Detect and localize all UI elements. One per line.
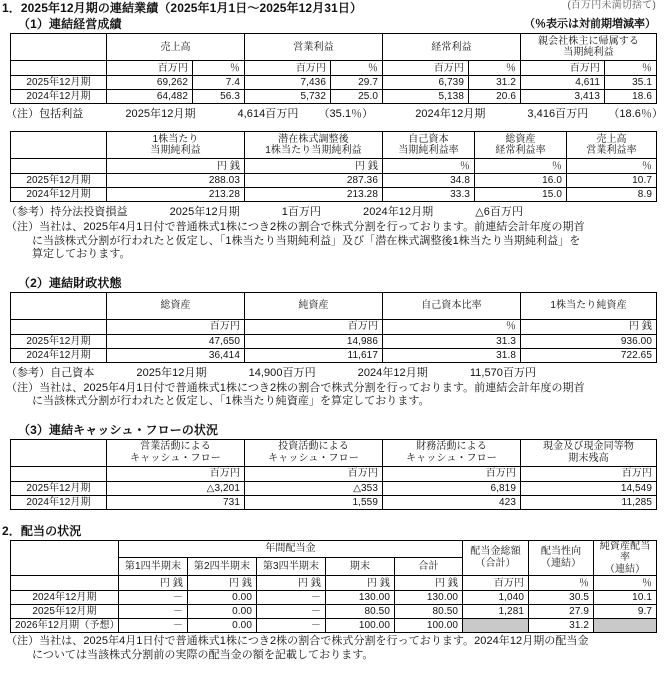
cell-net-assets-2024: 11,617 bbox=[245, 348, 383, 362]
cell-q3-2025: － bbox=[257, 605, 326, 619]
section2-split-note-line2: については当該株式分割前の実際の配当金の額を記載しております。 bbox=[32, 648, 374, 661]
cell-doe-2025: 9.7 bbox=[594, 605, 657, 619]
header-payout-ratio-line1: 配当性向 bbox=[540, 546, 582, 558]
cell-financing-cf-2024: 423 bbox=[383, 495, 521, 509]
header-operating-margin-line2: 営業利益率 bbox=[586, 145, 637, 156]
cell-year-end-2025: 80.50 bbox=[326, 605, 395, 619]
unit-roe: ％ bbox=[383, 159, 475, 174]
cell-ordinary-pct-2024: 20.6 bbox=[469, 90, 521, 104]
table-header-row bbox=[11, 540, 657, 558]
cell-cash-balance-2024: 11,285 bbox=[521, 495, 657, 509]
cell-total-dividends-2025: 1,281 bbox=[463, 605, 529, 619]
header-eps-line2: 当期純利益 bbox=[150, 145, 201, 156]
header-operating-margin bbox=[567, 132, 657, 159]
row-period-2024: 2024年12月期 bbox=[11, 495, 107, 509]
unit-row bbox=[11, 159, 657, 174]
section1-sub2-split-note bbox=[6, 382, 666, 409]
header-annual-dividend-group: 年間配当金 bbox=[119, 540, 463, 558]
table-header-row bbox=[11, 34, 657, 61]
row-period-2024: 2024年12月期 bbox=[11, 90, 107, 104]
header-q1-end: 第1四半期末 bbox=[119, 558, 188, 576]
unit-operating-pct: ％ bbox=[331, 61, 383, 76]
cell-eps-2024: 213.28 bbox=[107, 188, 245, 202]
header-cash-balance-line1: 現金及び現金同等物 bbox=[543, 441, 634, 452]
header-financing-cf-line1: 財務活動による bbox=[416, 441, 487, 452]
equity-method-reference bbox=[6, 205, 666, 219]
cell-payout-ratio-2026: 31.2 bbox=[529, 619, 594, 633]
cell-equity-ratio-2024: 31.8 bbox=[383, 348, 521, 362]
cell-doe-2024: 10.1 bbox=[594, 591, 657, 605]
shareholders-equity-p1-value: 14,900百万円 bbox=[248, 366, 316, 379]
corner-cell bbox=[11, 292, 107, 319]
section1-sub1-title: （1）連結経営成績 bbox=[18, 17, 122, 31]
header-investing-cf bbox=[245, 439, 383, 466]
cell-q3-2026: － bbox=[257, 619, 326, 633]
unit-operating-margin: ％ bbox=[567, 159, 657, 174]
cell-total-assets-2025: 47,650 bbox=[107, 334, 245, 348]
table-header-row bbox=[11, 439, 657, 466]
section1-sub3-title: （3）連結キャッシュ・フローの状況 bbox=[18, 422, 219, 437]
comprehensive-income-p1-rate: （35.1％） bbox=[318, 108, 374, 120]
header-total-dividends-line1: 配当金総額 bbox=[470, 546, 521, 558]
header-roe bbox=[383, 132, 475, 159]
row-period-2025: 2025年12月期 bbox=[11, 334, 107, 348]
cell-net-sales-pct-2025: 7.4 bbox=[193, 76, 245, 90]
cell-net-assets-2025: 14,986 bbox=[245, 334, 383, 348]
header-operating-cf-line2: キャッシュ・フロー bbox=[130, 452, 221, 464]
corner-cell bbox=[11, 132, 107, 159]
cell-operating-cf-2025: △3,201 bbox=[107, 481, 245, 495]
table-row bbox=[11, 481, 657, 495]
cell-q2-2025: 0.00 bbox=[188, 605, 257, 619]
shareholders-equity-reference bbox=[6, 366, 666, 380]
unit-diluted-eps: 円 銭 bbox=[245, 159, 383, 174]
equity-method-p2-period: 2024年12月期 bbox=[363, 206, 434, 218]
cell-payout-ratio-2025: 27.9 bbox=[529, 605, 594, 619]
unit-corner bbox=[11, 319, 107, 334]
cell-total-dividends-2026 bbox=[463, 619, 529, 633]
section2-heading: 2．配当の状況 bbox=[2, 523, 82, 538]
comprehensive-income-p1-period: 2025年12月期 bbox=[125, 108, 196, 120]
unit-ordinary-amount: 百万円 bbox=[383, 61, 469, 76]
cell-total-dividends-2024: 1,040 bbox=[463, 591, 529, 605]
header-diluted-eps bbox=[245, 132, 383, 159]
header-roe-line1: 自己資本 bbox=[408, 133, 449, 145]
corner-cell bbox=[11, 439, 107, 466]
unit-profit-amount: 百万円 bbox=[521, 61, 605, 76]
unit-roa: ％ bbox=[475, 159, 567, 174]
cell-financing-cf-2025: 6,819 bbox=[383, 481, 521, 495]
header-diluted-eps-line2: 1株当たり当期純利益 bbox=[265, 145, 362, 156]
consolidated-results-table bbox=[10, 33, 657, 104]
section1-sub2-split-note-line2: に当該株式分割が行われたと仮定し、「1株当たり純資産」を算定しております。 bbox=[32, 395, 430, 407]
cell-q1-2026: － bbox=[119, 619, 188, 633]
row-period-2025: 2025年12月期 bbox=[11, 76, 107, 90]
unit-total-assets: 百万円 bbox=[107, 319, 245, 334]
header-financing-cf bbox=[383, 439, 521, 466]
header-dividend-on-equity-line1: 純資産配当率 bbox=[599, 540, 651, 563]
section1-sub1-header-row bbox=[0, 16, 666, 32]
unit-cash-balance: 百万円 bbox=[521, 466, 657, 481]
unit-corner bbox=[11, 159, 107, 174]
unit-ordinary-pct: ％ bbox=[469, 61, 521, 76]
cell-q2-2024: 0.00 bbox=[188, 591, 257, 605]
unit-q3: 円 銭 bbox=[257, 576, 326, 591]
section1-sub1-rate-note: （％表示は対前期増減率） bbox=[524, 18, 656, 30]
cell-profit-pct-2025: 35.1 bbox=[605, 76, 657, 90]
header-eps bbox=[107, 132, 245, 159]
header-investing-cf-line1: 投資活動による bbox=[278, 441, 349, 452]
per-share-indicators-table bbox=[10, 131, 657, 202]
section1-split-note bbox=[6, 221, 666, 262]
cell-q2-2026: 0.00 bbox=[188, 619, 257, 633]
cell-cash-balance-2025: 14,549 bbox=[521, 481, 657, 495]
header-q3-end: 第3四半期末 bbox=[257, 558, 326, 576]
cash-flow-table bbox=[10, 439, 657, 510]
unit-corner bbox=[11, 576, 119, 591]
header-investing-cf-line2: キャッシュ・フロー bbox=[268, 452, 359, 464]
header-total-dividends-line2: （合計） bbox=[475, 557, 516, 569]
cell-net-sales-pct-2024: 56.3 bbox=[193, 90, 245, 104]
row-period-2026-forecast: 2026年12月期（予想） bbox=[11, 619, 119, 633]
header-q2-end: 第2四半期末 bbox=[188, 558, 257, 576]
equity-method-prefix: （参考）持分法投資損益 bbox=[6, 206, 128, 218]
corner-cell bbox=[11, 34, 107, 61]
comprehensive-income-p1-value: 4,614百万円 bbox=[237, 108, 299, 120]
section1-heading: 1．2025年12月期の連結業績（2025年1月1日～2025年12月31日） bbox=[2, 1, 363, 15]
unit-row bbox=[11, 576, 657, 591]
cell-roa-2024: 15.0 bbox=[475, 188, 567, 202]
header-operating-income: 営業利益 bbox=[245, 34, 383, 61]
header-operating-margin-line1: 売上高 bbox=[596, 133, 627, 145]
cell-q1-2024: － bbox=[119, 591, 188, 605]
cell-ordinary-pct-2025: 31.2 bbox=[469, 76, 521, 90]
dividends-table bbox=[10, 540, 657, 634]
comprehensive-income-note bbox=[6, 107, 666, 121]
section1-split-note-line2: に当該株式分割が行われたと仮定し、「1株当たり当期純利益」及び「潜在株式調整後1株当たり当期純利益」を bbox=[32, 234, 581, 247]
cell-investing-cf-2025: △353 bbox=[245, 481, 383, 495]
row-period-2025: 2025年12月期 bbox=[11, 481, 107, 495]
cell-ordinary-2024: 5,138 bbox=[383, 90, 469, 104]
row-period-2025: 2025年12月期 bbox=[11, 605, 119, 619]
header-profit-attributable bbox=[521, 34, 657, 61]
shareholders-equity-p1-period: 2025年12月期 bbox=[136, 366, 207, 379]
section1-sub2-title: （2）連結財政状態 bbox=[18, 275, 122, 290]
cell-ordinary-2025: 6,739 bbox=[383, 76, 469, 90]
equity-method-p1-period: 2025年12月期 bbox=[169, 206, 240, 218]
cell-profit-2024: 3,413 bbox=[521, 90, 605, 104]
cell-operating-pct-2025: 29.7 bbox=[331, 76, 383, 90]
header-bps: 1株当たり純資産 bbox=[521, 292, 657, 319]
equity-method-p1-value: 1百万円 bbox=[281, 206, 322, 218]
header-payout-ratio bbox=[529, 540, 594, 576]
row-period-2024: 2024年12月期 bbox=[11, 591, 119, 605]
cell-profit-pct-2024: 18.6 bbox=[605, 90, 657, 104]
table-row bbox=[11, 348, 657, 362]
unit-eps: 円 銭 bbox=[107, 159, 245, 174]
corner-cell bbox=[11, 540, 119, 576]
table-row bbox=[11, 188, 657, 202]
table-header-row bbox=[11, 292, 657, 319]
section1-split-note-line3: 算定しております。 bbox=[32, 248, 131, 260]
cell-diluted-eps-2024: 213.28 bbox=[245, 188, 383, 202]
section2-split-note-line1: （注）当社は、2025年4月1日付で普通株式1株につき2株の割合で株式分割を行っております。2024年12月期の配当金 bbox=[6, 635, 589, 647]
cell-operating-pct-2024: 25.0 bbox=[331, 90, 383, 104]
table-row-forecast bbox=[11, 619, 657, 633]
row-period-2025: 2025年12月期 bbox=[11, 174, 107, 188]
cell-operating-2024: 5,732 bbox=[245, 90, 331, 104]
cell-bps-2024: 722.65 bbox=[521, 348, 657, 362]
cell-total-2026: 100.00 bbox=[395, 619, 463, 633]
table-row bbox=[11, 174, 657, 188]
table-row bbox=[11, 495, 657, 509]
header-total: 合計 bbox=[395, 558, 463, 576]
cell-doe-2026 bbox=[594, 619, 657, 633]
shareholders-equity-p2-period: 2024年12月期 bbox=[357, 366, 428, 379]
financial-position-table bbox=[10, 292, 657, 363]
unit-q2: 円 銭 bbox=[188, 576, 257, 591]
unit-corner bbox=[11, 466, 107, 481]
cell-year-end-2024: 130.00 bbox=[326, 591, 395, 605]
header-financing-cf-line2: キャッシュ・フロー bbox=[406, 452, 497, 464]
unit-investing-cf: 百万円 bbox=[245, 466, 383, 481]
table-row bbox=[11, 334, 657, 348]
cell-net-sales-2025: 69,262 bbox=[107, 76, 193, 90]
unit-total: 円 銭 bbox=[395, 576, 463, 591]
cell-eps-2025: 288.03 bbox=[107, 174, 245, 188]
header-year-end: 期末 bbox=[326, 558, 395, 576]
header-total-assets: 総資産 bbox=[107, 292, 245, 319]
unit-net-sales-amount: 百万円 bbox=[107, 61, 193, 76]
cell-operating-margin-2024: 8.9 bbox=[567, 188, 657, 202]
table-row bbox=[11, 76, 657, 90]
unit-profit-pct: ％ bbox=[605, 61, 657, 76]
cell-profit-2025: 4,611 bbox=[521, 76, 605, 90]
table-row bbox=[11, 90, 657, 104]
cell-bps-2025: 936.00 bbox=[521, 334, 657, 348]
equity-method-p2-value: △6百万円 bbox=[475, 206, 524, 218]
cell-q3-2024: － bbox=[257, 591, 326, 605]
unit-row bbox=[11, 466, 657, 481]
section1-split-note-line1: （注）当社は、2025年4月1日付で普通株式1株につき2株の割合で株式分割を行っております。前連結会計年度の期首 bbox=[6, 221, 585, 233]
unit-bps: 円 銭 bbox=[521, 319, 657, 334]
cell-roe-2024: 33.3 bbox=[383, 188, 475, 202]
unit-row bbox=[11, 319, 657, 334]
cell-total-assets-2024: 36,414 bbox=[107, 348, 245, 362]
header-net-sales: 売上高 bbox=[107, 34, 245, 61]
table-header-row bbox=[11, 132, 657, 159]
unit-net-sales-pct: ％ bbox=[193, 61, 245, 76]
header-total-dividends bbox=[463, 540, 529, 576]
unit-corner bbox=[11, 61, 107, 76]
cell-investing-cf-2024: 1,559 bbox=[245, 495, 383, 509]
cell-q1-2025: － bbox=[119, 605, 188, 619]
cell-operating-margin-2025: 10.7 bbox=[567, 174, 657, 188]
cell-operating-cf-2024: 731 bbox=[107, 495, 245, 509]
unit-row bbox=[11, 61, 657, 76]
cell-equity-ratio-2025: 31.3 bbox=[383, 334, 521, 348]
cell-roe-2025: 34.8 bbox=[383, 174, 475, 188]
header-dividend-on-equity bbox=[594, 540, 657, 576]
comprehensive-income-prefix: （注）包括利益 bbox=[6, 108, 84, 120]
unit-financing-cf: 百万円 bbox=[383, 466, 521, 481]
unit-operating-amount: 百万円 bbox=[245, 61, 331, 76]
shareholders-equity-prefix: （参考）自己資本 bbox=[6, 366, 95, 379]
unit-operating-cf: 百万円 bbox=[107, 466, 245, 481]
comprehensive-income-p2-rate: （18.6％） bbox=[608, 108, 664, 120]
header-operating-cf-line1: 営業活動による bbox=[140, 441, 211, 452]
unit-total-dividends: 百万円 bbox=[463, 576, 529, 591]
row-period-2024: 2024年12月期 bbox=[11, 348, 107, 362]
header-net-assets: 純資産 bbox=[245, 292, 383, 319]
table-row bbox=[11, 605, 657, 619]
unit-year-end: 円 銭 bbox=[326, 576, 395, 591]
cell-diluted-eps-2025: 287.36 bbox=[245, 174, 383, 188]
comprehensive-income-p2-value: 3,416百万円 bbox=[527, 108, 589, 120]
header-roa-line2: 経常利益率 bbox=[495, 145, 546, 156]
cell-roa-2025: 16.0 bbox=[475, 174, 567, 188]
comprehensive-income-p2-period: 2024年12月期 bbox=[415, 108, 486, 120]
cell-operating-2025: 7,436 bbox=[245, 76, 331, 90]
header-operating-cf bbox=[107, 439, 245, 466]
shareholders-equity-p2-value: 11,570百万円 bbox=[469, 366, 537, 379]
header-roe-line2: 当期純利益率 bbox=[398, 145, 459, 156]
row-period-2024: 2024年12月期 bbox=[11, 188, 107, 202]
header-dividend-on-equity-line2: （連結） bbox=[604, 563, 646, 575]
unit-doe: ％ bbox=[594, 576, 657, 591]
header-cash-balance-line2: 期末残高 bbox=[568, 452, 609, 464]
cell-total-2025: 80.50 bbox=[395, 605, 463, 619]
header-eps-line1: 1株当たり bbox=[152, 133, 199, 145]
header-cash-balance bbox=[521, 439, 657, 466]
header-payout-ratio-line2: （連結） bbox=[540, 557, 582, 569]
header-roa-line1: 総資産 bbox=[505, 133, 536, 145]
cell-net-sales-2024: 64,482 bbox=[107, 90, 193, 104]
header-roa bbox=[475, 132, 567, 159]
cell-payout-ratio-2024: 30.5 bbox=[529, 591, 594, 605]
header-diluted-eps-line1: 潜在株式調整後 bbox=[278, 133, 349, 145]
table-row bbox=[11, 591, 657, 605]
unit-equity-ratio: ％ bbox=[383, 319, 521, 334]
header-equity-ratio: 自己資本比率 bbox=[383, 292, 521, 319]
header-profit-attributable-line1: 親会社株主に帰属する bbox=[538, 35, 639, 47]
unit-q1: 円 銭 bbox=[119, 576, 188, 591]
unit-net-assets: 百万円 bbox=[245, 319, 383, 334]
section1-sub2-split-note-line1: （注）当社は、2025年4月1日付で普通株式1株につき2株の割合で株式分割を行っております。前連結会計年度の期首 bbox=[6, 381, 585, 394]
unit-payout-ratio: ％ bbox=[529, 576, 594, 591]
header-ordinary-income: 経常利益 bbox=[383, 34, 521, 61]
section2-split-note bbox=[6, 635, 666, 662]
top-right-note: (百万円未満切捨て) bbox=[567, 0, 656, 11]
header-profit-attributable-line2: 当期純利益 bbox=[563, 47, 614, 58]
cell-total-2024: 130.00 bbox=[395, 591, 463, 605]
cell-year-end-2026: 100.00 bbox=[326, 619, 395, 633]
